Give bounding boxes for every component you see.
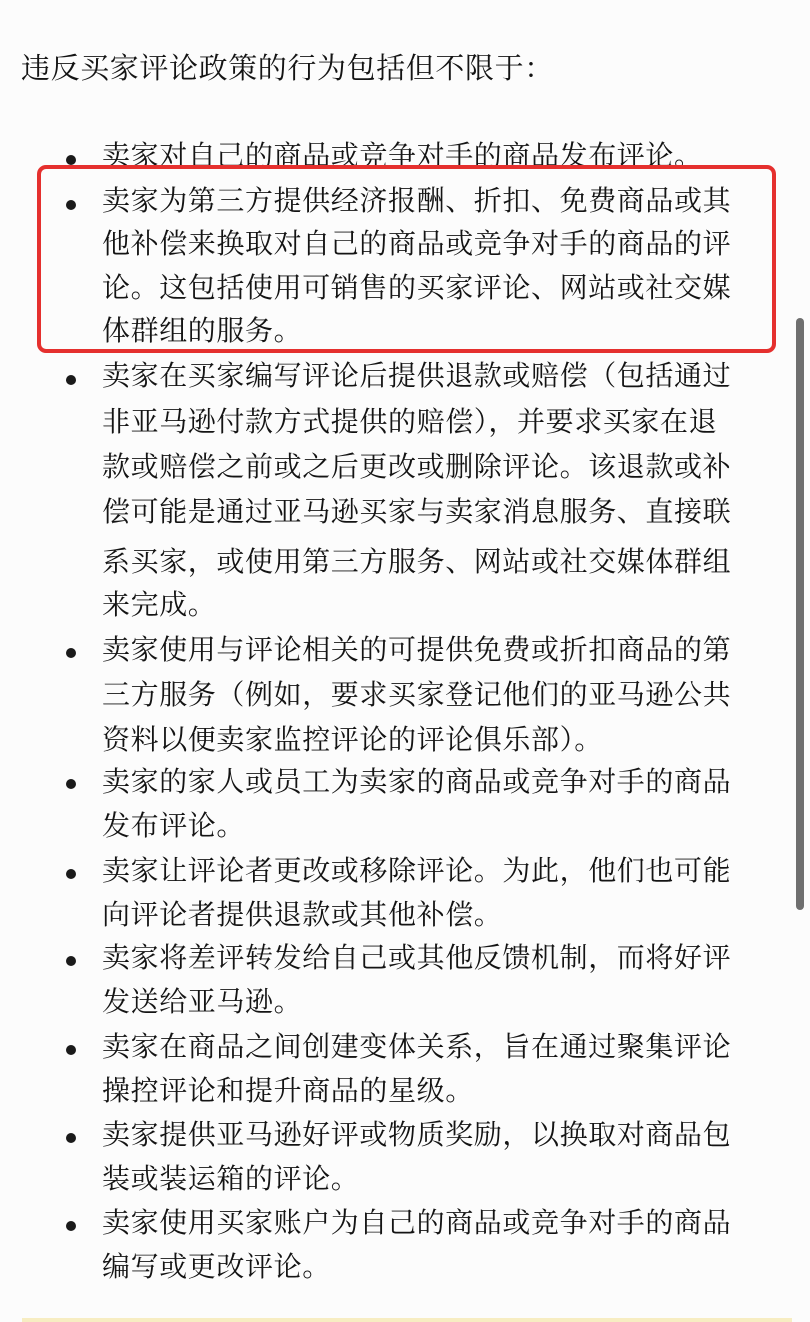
list-item-text: 编写或更改评论。	[102, 1250, 331, 1283]
list-item-text: 发布评论。	[102, 809, 246, 842]
list-item-text: 偿可能是通过亚马逊买家与卖家消息服务、直接联	[102, 495, 732, 528]
bullet-dot	[66, 956, 76, 966]
list-item-text: 论。这包括使用可销售的买家评论、网站或社交媒	[102, 271, 732, 304]
bullet-dot	[66, 779, 76, 789]
list-item-text: 款或赔偿之前或之后更改或删除评论。该退款或补	[102, 450, 732, 483]
list-item-text: 三方服务（例如，要求买家登记他们的亚马逊公共	[102, 678, 732, 711]
list-item-text: 操控评论和提升商品的星级。	[102, 1074, 474, 1107]
bullet-dot	[66, 869, 76, 879]
list-item-text: 卖家的家人或员工为卖家的商品或竞争对手的商品	[102, 765, 732, 798]
bottom-callout-edge	[22, 1318, 792, 1322]
bullet-dot	[66, 1221, 76, 1231]
list-item-text: 发送给亚马逊。	[102, 985, 303, 1018]
list-item-text: 资料以便卖家监控评论的评论俱乐部）。	[102, 723, 603, 756]
list-item-text: 系买家，或使用第三方服务、网站或社交媒体群组	[102, 545, 732, 578]
list-item-text: 非亚马逊付款方式提供的赔偿），并要求买家在退	[102, 405, 718, 438]
list-item-text: 卖家使用买家账户为自己的商品或竞争对手的商品	[102, 1206, 732, 1239]
list-item-text: 卖家在买家编写评论后提供退款或赔偿（包括通过	[102, 359, 732, 392]
list-item-text: 体群组的服务。	[102, 314, 303, 347]
scrollbar-thumb[interactable]	[796, 318, 804, 910]
bullet-dot	[66, 648, 76, 658]
list-item-text: 来完成。	[102, 588, 217, 621]
list-item-text: 他补偿来换取对自己的商品或竞争对手的商品的评	[102, 227, 732, 260]
list-item-text: 卖家将差评转发给自己或其他反馈机制，而将好评	[102, 941, 732, 974]
bullet-dot	[66, 375, 76, 385]
list-item-text: 卖家为第三方提供经济报酬、折扣、免费商品或其	[102, 184, 732, 217]
bullet-dot	[66, 1133, 76, 1143]
list-item-text: 卖家提供亚马逊好评或物质奖励，以换取对商品包	[102, 1118, 732, 1151]
list-item-text: 卖家让评论者更改或移除评论。为此，他们也可能	[102, 854, 732, 887]
intro-text: 违反买家评论政策的行为包括但不限于：	[21, 51, 554, 85]
list-item-text: 卖家在商品之间创建变体关系，旨在通过聚集评论	[102, 1030, 732, 1063]
bullet-dot	[66, 200, 76, 210]
list-item-text: 卖家使用与评论相关的可提供免费或折扣商品的第	[102, 633, 732, 666]
list-item-text: 卖家对自己的商品或竞争对手的商品发布评论。	[102, 139, 703, 172]
bullet-dot	[66, 155, 76, 165]
list-item-text: 向评论者提供退款或其他补偿。	[102, 898, 503, 931]
bullet-dot	[66, 1045, 76, 1055]
list-item-text: 装或装运箱的评论。	[102, 1162, 360, 1195]
